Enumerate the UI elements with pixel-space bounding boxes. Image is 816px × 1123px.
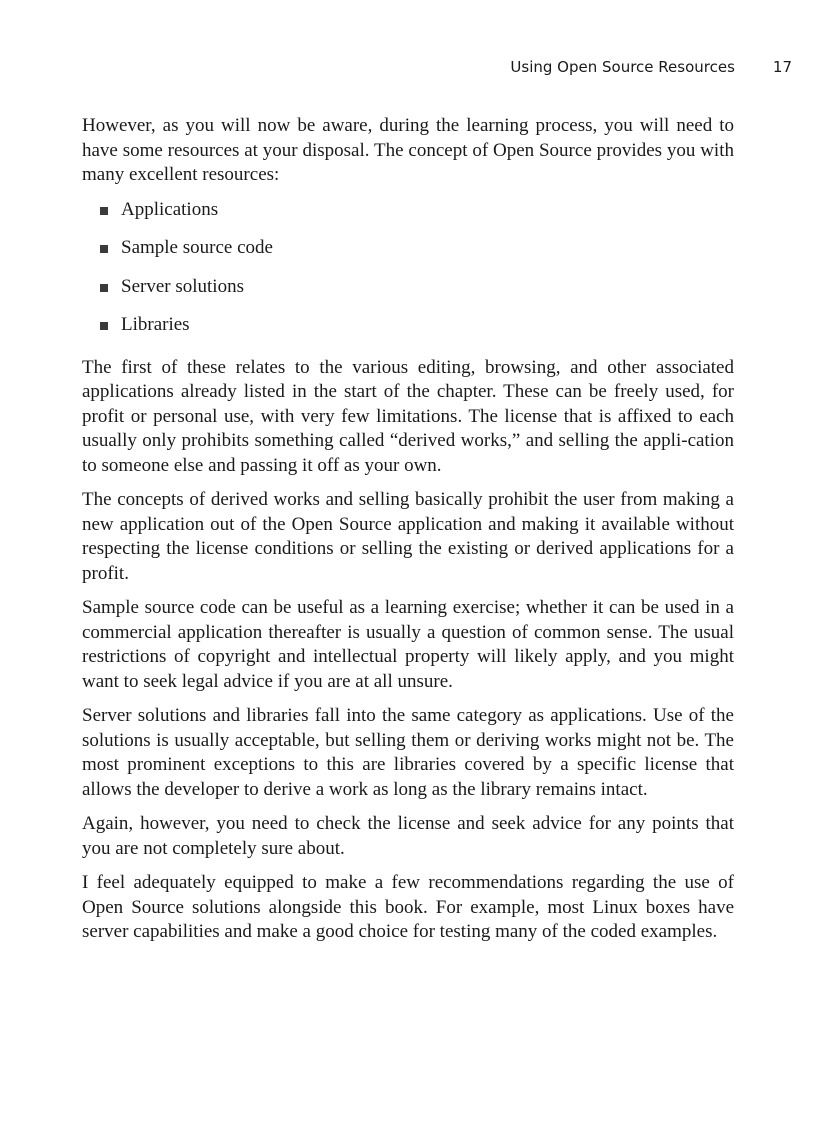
list-item-label: Libraries [121, 314, 190, 335]
paragraph: I feel adequately equipped to make a few recommendations regarding the use of Open Source solutions alongside this book. For example, most Linux boxes have server capabilities and make a good choice for testing many of the coded examples. [82, 872, 734, 942]
body-text [82, 114, 734, 955]
list-item [100, 275, 734, 300]
paragraph: Sample source code can be useful as a learning exercise; whether it can be used in a commercial application thereafter is usually a question of common sense. The usual restrictions of copyright and intellectual property will likely apply, and you might want to seek legal advice if you are at all unsure. [82, 597, 734, 692]
paragraph: The first of these relates to the various editing, browsing, and other associated applications already listed in the start of the chapter. These can be freely used, for profit or personal use, with very few limitations. The license that is affixed to each usually only prohibits something called “derived works,” and selling the appli-cation to someone else and passing it off as your own. [82, 356, 734, 476]
running-head [510, 58, 792, 76]
page-number: 17 [772, 58, 792, 76]
square-bullet-icon [100, 245, 108, 253]
square-bullet-icon [100, 284, 108, 292]
list-item [100, 198, 734, 223]
list-item [100, 313, 734, 338]
paragraph: The concepts of derived works and selling basically prohibit the user from making a new application out of the Open Source application and making it available without respecting the license conditions or selling the existing or derived applications for a profit. [82, 489, 734, 584]
paragraph: Server solutions and libraries fall into the same category as applications. Use of the solutions is usually acceptable, but selling them or deriving works might not be. The most prominent exceptions to this are libraries covered by a specific license that allows the developer to derive a work as long as the library remains intact. [82, 705, 734, 800]
intro-paragraph: However, as you will now be aware, during the learning process, you will need to have some resources at your disposal. The concept of Open Source provides you with many excellent resources: [82, 115, 734, 185]
list-item-label: Server solutions [121, 275, 244, 297]
square-bullet-icon [100, 207, 108, 215]
paragraph: Again, however, you need to check the license and seek advice for any points that you are not completely sure about. [82, 813, 734, 859]
list-item-label: Sample source code [121, 237, 273, 258]
square-bullet-icon [100, 322, 108, 330]
running-head-title: Using Open Source Resources [510, 58, 735, 76]
resource-list [82, 198, 734, 338]
list-item [100, 236, 734, 261]
list-item-label: Applications [121, 198, 219, 220]
